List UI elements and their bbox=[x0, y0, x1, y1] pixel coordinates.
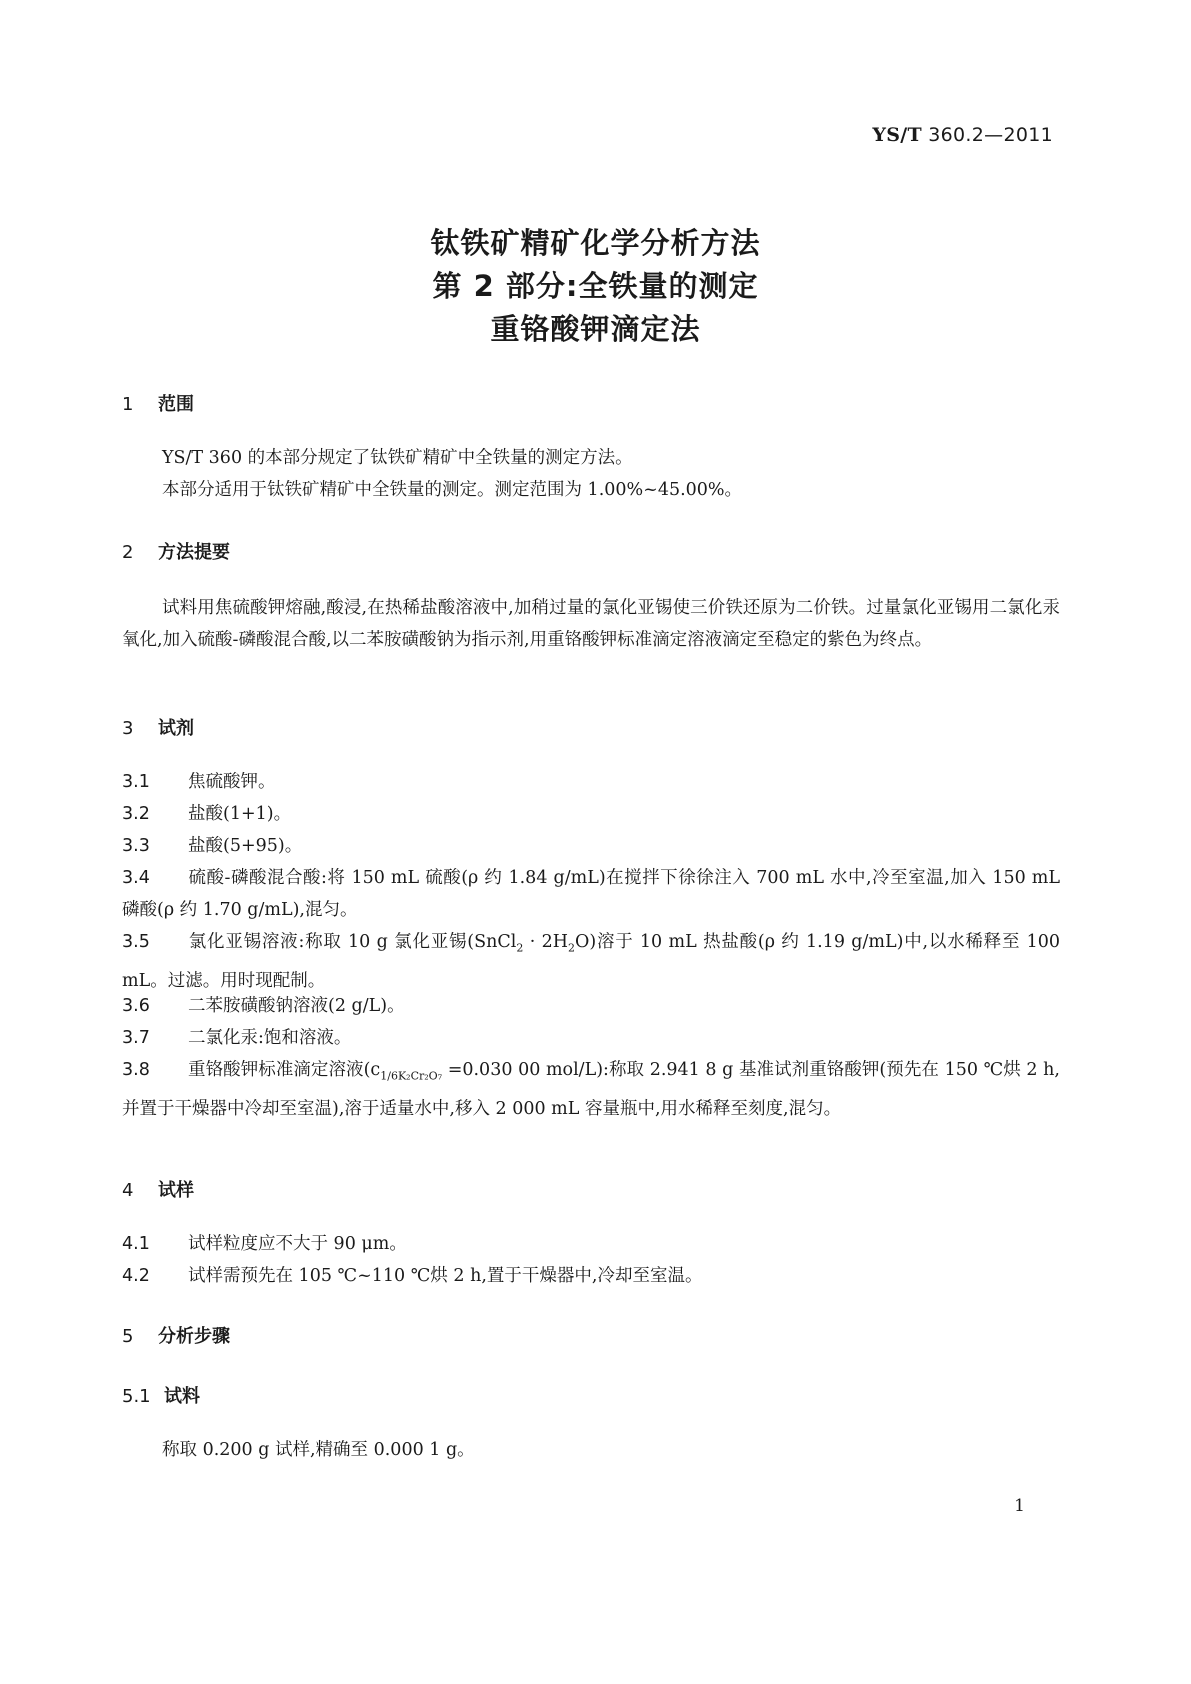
item-text: 盐酸(5+95)。 bbox=[188, 836, 303, 856]
section-1-paragraph-1: YS/T 360 的本部分规定了钛铁矿精矿中全铁量的测定方法。 bbox=[162, 448, 633, 468]
title-line-1: 钛铁矿精矿化学分析方法 bbox=[430, 226, 761, 260]
sample-item bbox=[122, 1228, 1060, 1260]
sample-item bbox=[122, 1260, 1060, 1292]
section-4-heading bbox=[122, 1176, 194, 1202]
section-title: 分析步骤 bbox=[158, 1326, 230, 1347]
item-text: 重铬酸钾标准滴定溶液(c bbox=[188, 1060, 381, 1080]
item-number: 3.4 bbox=[122, 868, 150, 888]
section-1-paragraph-2: 本部分适用于钛铁矿精矿中全铁量的测定。测定范围为 1.00%~45.00%。 bbox=[162, 480, 743, 500]
item-text: 焦硫酸钾。 bbox=[188, 772, 276, 792]
standard-code bbox=[872, 124, 1053, 146]
item-number: 3.2 bbox=[122, 804, 150, 824]
item-text: · 2H bbox=[523, 932, 569, 952]
subscript: 2 bbox=[516, 941, 524, 955]
item-number: 3.8 bbox=[122, 1060, 150, 1080]
section-number: 3 bbox=[122, 718, 134, 739]
standard-prefix: YS/T bbox=[872, 124, 922, 146]
reagent-item bbox=[122, 990, 1060, 1022]
item-text: 盐酸(1+1)。 bbox=[188, 804, 292, 824]
section-3-heading bbox=[122, 714, 194, 740]
item-text: O)溶于 10 mL 热盐酸(ρ 约 1.19 g/mL)中,以水稀释至 100 mL。过滤。用时现配制。 bbox=[122, 932, 1060, 991]
reagent-item bbox=[122, 1022, 1060, 1054]
title-line-3: 重铬酸钾滴定法 bbox=[490, 312, 701, 346]
subscript: 2 bbox=[568, 941, 576, 955]
item-text: 试样粒度应不大于 90 μm。 bbox=[188, 1234, 407, 1254]
section-5-heading bbox=[122, 1322, 230, 1348]
item-text: 氯化亚锡溶液:称取 10 g 氯化亚锡(SnCl bbox=[188, 932, 517, 952]
standard-number: 360.2—2011 bbox=[928, 124, 1053, 146]
subscript: 1/6K₂Cr₂O₇ bbox=[380, 1069, 443, 1083]
subsection-5-1-heading bbox=[122, 1382, 200, 1408]
item-text: 硫酸-磷酸混合酸:将 150 mL 硫酸(ρ 约 1.84 g/mL)在搅拌下徐徐注入 700 mL 水中,冷至室温,加入 150 mL 磷酸(ρ 约 1.70 g/mL),混匀。 bbox=[122, 868, 1060, 920]
reagent-item bbox=[122, 798, 1060, 830]
section-1-heading bbox=[122, 390, 194, 416]
subsection-number: 5.1 bbox=[122, 1386, 151, 1407]
reagent-item bbox=[122, 926, 1060, 997]
reagent-item bbox=[122, 766, 1060, 798]
section-number: 1 bbox=[122, 394, 134, 415]
reagent-item bbox=[122, 830, 1060, 862]
item-number: 3.5 bbox=[122, 932, 150, 952]
item-number: 4.1 bbox=[122, 1234, 150, 1254]
section-2-heading bbox=[122, 538, 230, 564]
subsection-title: 试料 bbox=[164, 1386, 200, 1407]
item-number: 3.7 bbox=[122, 1028, 150, 1048]
page-number: 1 bbox=[1014, 1496, 1025, 1516]
item-number: 4.2 bbox=[122, 1266, 150, 1286]
section-number: 4 bbox=[122, 1180, 134, 1201]
section-title: 范围 bbox=[158, 394, 194, 415]
subsection-5-1-paragraph: 称取 0.200 g 试样,精确至 0.000 1 g。 bbox=[162, 1440, 475, 1460]
item-text: 二氯化汞:饱和溶液。 bbox=[188, 1028, 352, 1048]
section-number: 5 bbox=[122, 1326, 134, 1347]
section-number: 2 bbox=[122, 542, 134, 563]
item-number: 3.1 bbox=[122, 772, 150, 792]
document-title bbox=[0, 222, 1191, 351]
item-text: 试样需预先在 105 ℃~110 ℃烘 2 h,置于干燥器中,冷却至室温。 bbox=[188, 1266, 703, 1286]
item-number: 3.3 bbox=[122, 836, 150, 856]
section-title: 试样 bbox=[158, 1180, 194, 1201]
section-title: 试剂 bbox=[158, 718, 194, 739]
section-2-paragraph: 试料用焦硫酸钾熔融,酸浸,在热稀盐酸溶液中,加稍过量的氯化亚锡使三价铁还原为二价铁。过量氯化亚锡用二氯化汞氧化,加入硫酸-磷酸混合酸,以二苯胺磺酸钠为指示剂,用重铬酸钾标准滴定溶液滴定至稳定的紫色为终点。 bbox=[122, 598, 1060, 650]
reagent-item bbox=[122, 1054, 1060, 1125]
item-number: 3.6 bbox=[122, 996, 150, 1016]
section-title: 方法提要 bbox=[158, 542, 230, 563]
item-text: 二苯胺磺酸钠溶液(2 g/L)。 bbox=[188, 996, 405, 1016]
item-text: =0.030 00 mol/L):称取 2.941 8 g 基准试剂重铬酸钾(预先在 150 ℃烘 2 h,并置于干燥器中冷却至室温),溶于适量水中,移入 2 000 mL 容量瓶中,用水稀释至刻度,混匀。 bbox=[122, 1060, 1060, 1119]
reagent-item bbox=[122, 862, 1060, 926]
title-line-2: 第 2 部分:全铁量的测定 bbox=[432, 269, 759, 303]
